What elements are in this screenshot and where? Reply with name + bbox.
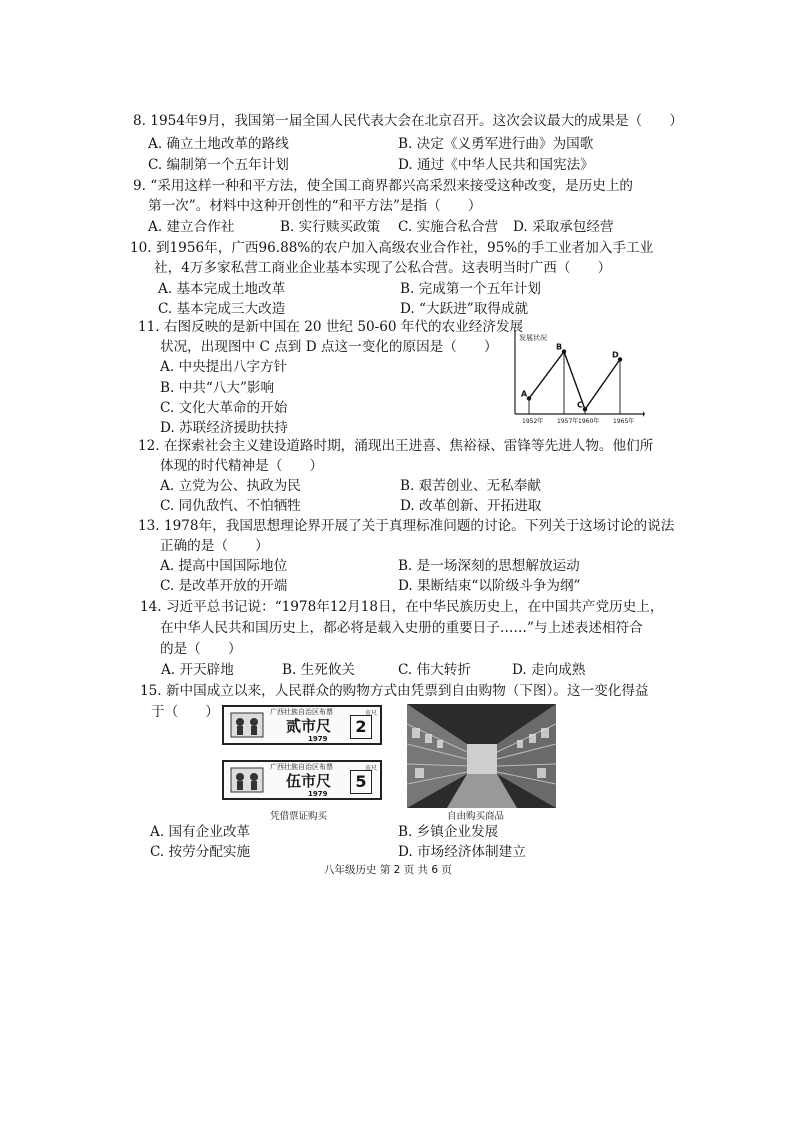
- ticket-unit: 市尺: [364, 765, 377, 772]
- worker-emblem-icon: [230, 712, 264, 738]
- point-C: [583, 407, 587, 411]
- worker-emblem-icon: [230, 767, 264, 793]
- q15-option-d: D. 市场经济体制建立: [398, 844, 526, 860]
- question-12-stem-1: 12. 在探索社会主义建设道路时期，涌现出王进喜、焦裕禄、雷锋等先进人物。他们所: [138, 438, 654, 454]
- question-10-stem-1: 10. 到1956年，广西96.88%的农户加入高级农业合作社，95%的手工业者加入手工业: [130, 240, 654, 256]
- question-8-stem: 8. 1954年9月，我国第一届全国人民代表大会在北京召开。这次会议最大的成果是（ ）: [133, 113, 683, 129]
- question-15-stem-2: 于（ ）: [151, 704, 219, 720]
- q9-option-c: C. 实施合私合营: [398, 219, 499, 235]
- caption-ration-purchase: 凭借票证购买: [270, 811, 328, 822]
- q10-option-c: C. 基本完成三大改造: [158, 301, 286, 317]
- q10-option-a: A. 基本完成土地改革: [158, 281, 286, 297]
- q12-option-a: A. 立党为公、执政为民: [160, 478, 301, 494]
- point-label-C: C: [577, 400, 583, 410]
- q11-option-b: B. 中共“八大”影响: [160, 380, 275, 396]
- question-11-stem-1: 11. 右图反映的是新中国在 20 世纪 50-60 年代的农业经济发展: [138, 319, 524, 335]
- point-label-D: D: [612, 350, 619, 360]
- ticket-year: 1979: [308, 790, 328, 798]
- q15-option-a: A. 国有企业改革: [150, 824, 251, 840]
- q12-option-d: D. 改革创新、开拓进取: [400, 498, 542, 514]
- q14-option-d: D. 走向成熟: [512, 662, 586, 678]
- q13-option-b: B. 是一场深刻的思想解放运动: [398, 558, 580, 574]
- q14-option-a: A. 开天辟地: [161, 662, 234, 678]
- point-A: [527, 396, 531, 400]
- question-12-stem-2: 体现的时代精神是（ ）: [160, 458, 324, 474]
- q10-option-b: B. 完成第一个五年计划: [400, 281, 541, 297]
- question-13-stem-2: 正确的是（ ）: [160, 538, 269, 554]
- q12-option-b: B. 艰苦创业、无私奉献: [400, 478, 541, 494]
- q9-option-a: A. 建立合作社: [148, 219, 235, 235]
- supermarket-aisle-image: [407, 704, 556, 808]
- ticket-amount: 伍市尺: [286, 772, 332, 790]
- cloth-ration-ticket-2: [222, 705, 382, 745]
- q12-option-c: C. 同仇敌忾、不怕牺牲: [160, 498, 301, 514]
- q13-option-a: A. 提高中国国际地位: [160, 558, 288, 574]
- q11-option-d: D. 苏联经济援助扶持: [160, 420, 288, 436]
- question-14-stem-1: 14. 习近平总书记说：“1978年12月18日，在中华民族历史上，在中国共产党历史上，: [140, 599, 664, 615]
- q13-option-d: D. 果断结束“以阶级斗争为纲”: [398, 578, 581, 594]
- question-10-stem-2: 社，4万多家私营工商业企业基本实现了公私合营。这表明当时广西（ ）: [154, 260, 612, 276]
- q15-option-c: C. 按劳分配实施: [150, 844, 251, 860]
- q10-option-d: D. “大跃进”取得成就: [400, 301, 529, 317]
- question-9-stem-1: 9. “采用这样一种和平方法，使全国工商界都兴高采烈来接受这种改变，是历史上的: [133, 178, 634, 194]
- point-label-B: B: [556, 342, 563, 352]
- q11-option-a: A. 中央提出八字方针: [160, 359, 288, 375]
- point-B: [562, 349, 566, 353]
- q8-option-a: A. 确立土地改革的路线: [148, 136, 289, 152]
- ticket-year: 1979: [308, 735, 328, 743]
- q8-option-c: C. 编制第一个五年计划: [148, 157, 289, 173]
- q14-option-c: C. 伟大转折: [398, 662, 471, 678]
- page-footer: 八年级历史 第 2 页 共 6 页: [324, 864, 452, 876]
- supermarket-photo: [407, 704, 556, 808]
- q14-option-b: B. 生死攸关: [282, 662, 356, 678]
- ticket-header: 广西壮族自治区布票: [270, 763, 333, 771]
- q11-option-c: C. 文化大革命的开始: [160, 400, 288, 416]
- question-11-stem-2: 状况，出现图中 C 点到 D 点这一变化的原因是（ ）: [160, 339, 498, 355]
- q8-option-b: B. 决定《义勇军进行曲》为国歌: [398, 136, 594, 152]
- cloth-ration-ticket-5: [222, 760, 382, 800]
- agriculture-line-chart: [505, 326, 645, 430]
- q13-option-c: C. 是改革开放的开端: [160, 578, 288, 594]
- x-tick-label: 1952年: [522, 418, 544, 425]
- q9-option-d: D. 采取承包经营: [513, 219, 614, 235]
- ticket-header: 广西壮族自治区布票: [270, 708, 333, 716]
- chart-title: 发展状况: [519, 334, 547, 342]
- question-14-stem-3: 的是（ ）: [160, 641, 242, 657]
- q15-option-b: B. 乡镇企业发展: [398, 824, 499, 840]
- point-label-A: A: [521, 389, 528, 399]
- question-13-stem-1: 13. 1978年，我国思想理论界开展了关于真理标准问题的讨论。下列关于这场讨论的说法: [138, 518, 675, 534]
- ticket-unit: 市尺: [364, 710, 377, 717]
- x-tick-label: 1965年: [613, 418, 635, 425]
- series-line: [529, 352, 620, 410]
- q8-option-d: D. 通过《中华人民共和国宪法》: [398, 157, 594, 173]
- x-axis-arrow: [643, 411, 645, 417]
- x-tick-label: 1960年: [578, 418, 600, 425]
- q9-option-b: B. 实行赎买政策: [280, 219, 381, 235]
- ticket-number: 2: [350, 715, 372, 739]
- ticket-number: 5: [350, 770, 372, 794]
- caption-free-purchase: 自由购买商品: [447, 811, 505, 822]
- ticket-amount: 贰市尺: [286, 717, 332, 735]
- question-14-stem-2: 在中华人民共和国历史上，都必将是载入史册的重要日子……”与上述表述相符合: [160, 620, 643, 636]
- question-15-stem-1: 15. 新中国成立以来，人民群众的购物方式由凭票到自由购物（下图）。这一变化得益: [140, 683, 649, 699]
- question-9-stem-2: 第一次”。材料中这种开创性的“和平方法”是指（ ）: [148, 198, 482, 214]
- x-tick-label: 1957年: [557, 418, 579, 425]
